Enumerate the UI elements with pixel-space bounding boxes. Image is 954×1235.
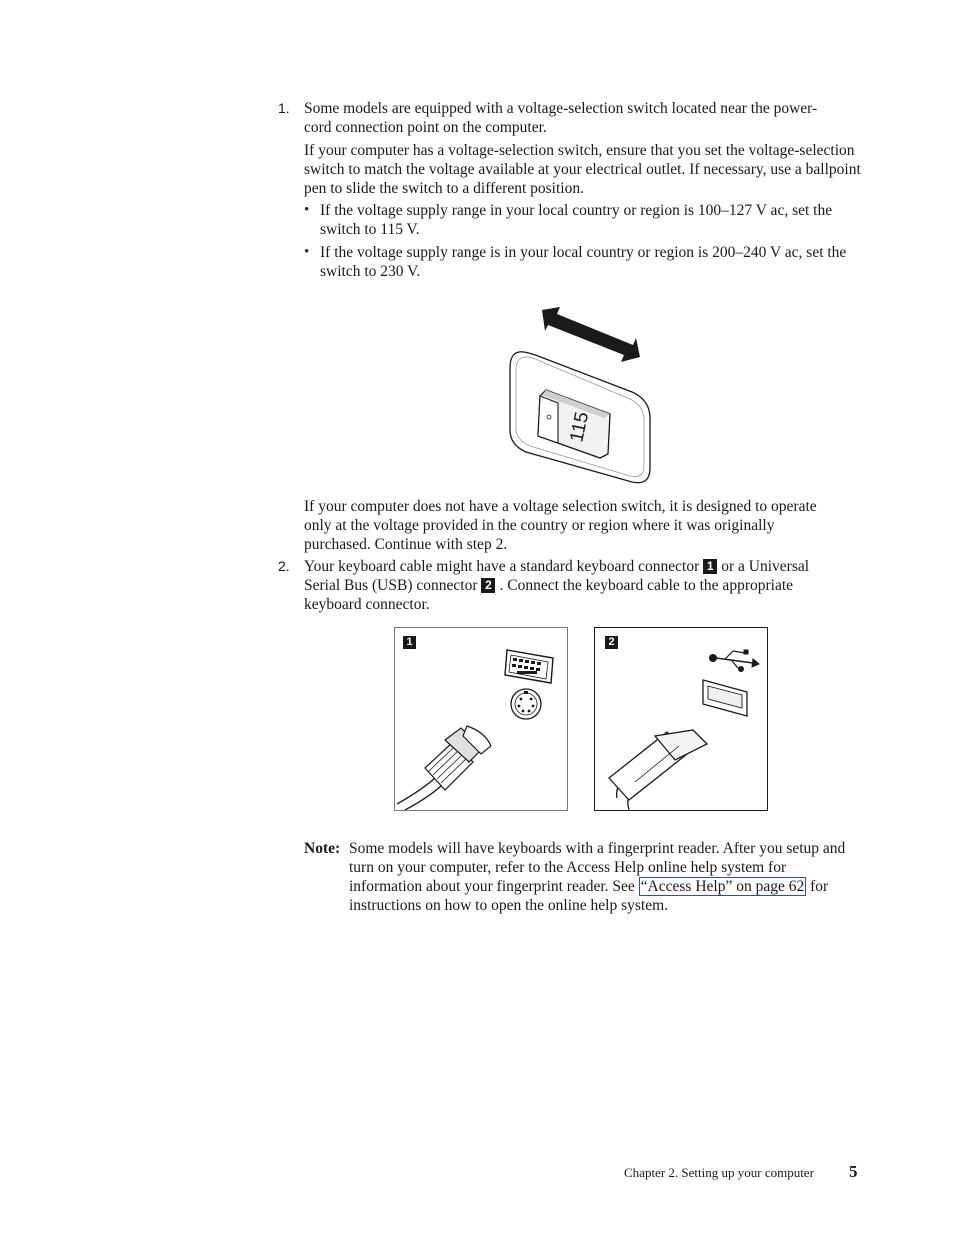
step-2-text-a: Your keyboard cable might have a standard keyboard connector [304, 558, 700, 575]
note-text [349, 839, 854, 915]
bullet-2 [304, 243, 854, 281]
page-number: 5 [849, 1162, 858, 1181]
step-1-paragraph-3: If your computer does not have a voltage selection switch, it is designed to operate only at the voltage provided in the country or region where it was originally purchased. Continue with step 2. [304, 498, 817, 553]
bullet-marker: • [304, 244, 310, 260]
note-text-a: Some models will have keyboards with a fingerprint reader. After you setup and turn on your computer, refer to the Access Help online help system for information about your fingerprint reader. See [349, 840, 846, 895]
bullet-1 [304, 201, 854, 239]
double-arrow-icon [542, 307, 640, 362]
usb-plug-icon [609, 730, 707, 810]
step-1-paragraph-2: If your computer has a voltage-selection switch, ensure that you set the voltage-selection switch to match the voltage available at your electrical outlet. If necessary, use a ballpoint pen to slide the switch to a different position. [304, 142, 861, 197]
usb-icon [710, 650, 760, 672]
step-2-text [304, 557, 849, 614]
usb-connector-figure [594, 627, 768, 811]
step-2-text-b: or a Universal Serial Bus (USB) connector [304, 558, 810, 594]
note-label: Note: [304, 840, 341, 857]
figure-label-2: 2 [605, 636, 618, 649]
step-2-number: 2. [278, 558, 290, 574]
callout-badge-2: 2 [481, 578, 495, 593]
ps2-port-icon [511, 689, 541, 719]
keyboard-connector-figure [394, 627, 568, 811]
access-help-link[interactable]: “Access Help” on page 62 [640, 878, 805, 895]
voltage-switch-illustration [500, 300, 660, 485]
bullet-2-text: If the voltage supply range is in your local country or region is 200–240 V ac, set the switch to 230 V. [320, 244, 847, 280]
bullet-marker: • [304, 202, 310, 218]
step-1-number: 1. [278, 100, 290, 116]
bullet-1-text: If the voltage supply range in your local country or region is 100–127 V ac, set the switch to 115 V. [320, 202, 833, 238]
usb-port-icon [703, 680, 747, 716]
keyboard-icon [505, 650, 553, 683]
ps2-plug-icon [397, 726, 491, 810]
switch-label: 115 [566, 410, 594, 445]
figure-label-1: 1 [403, 636, 416, 649]
callout-badge-1: 1 [703, 559, 717, 574]
step-1-text: Some models are equipped with a voltage-selection switch located near the power-cord connection point on the computer. [304, 100, 818, 136]
note-text-b: for instructions on how to open the online help system. [349, 878, 829, 914]
step-2-text-c: . Connect the keyboard cable to the appropriate keyboard connector. [304, 577, 794, 613]
footer-chapter: Chapter 2. Setting up your computer [624, 1165, 814, 1180]
